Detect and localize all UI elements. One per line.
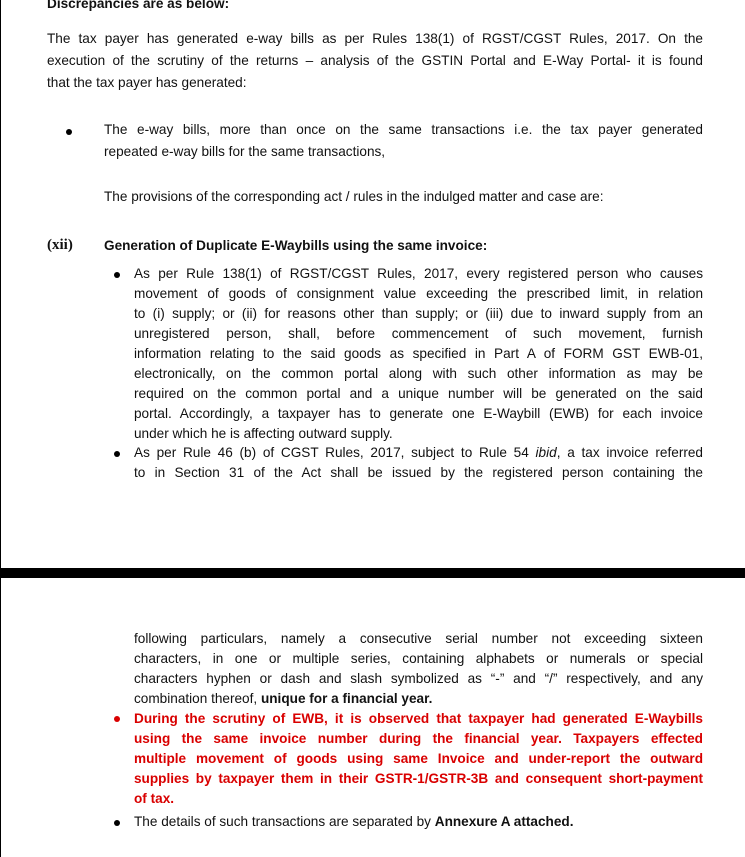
bullet-icon [114,716,120,722]
section-number: (xii) [47,237,73,253]
intro-line: execution of the scrutiny of the returns – analysis of the GSTIN Portal and E-Way Portal- it is found [47,53,703,68]
particulars-line: characters hyphen or dash and slash symbolized as “-” and “/” respectively, and any [134,671,703,686]
bullet-icon [114,820,120,826]
rule-138-line: under which he is affecting outward supply. [134,426,393,441]
bullet-text-line: repeated e-way bills for the same transactions, [104,144,386,159]
discrepancies-heading: Discrepancies are as below: [47,0,230,11]
observation-line: using the same invoice number during the financial year. Taxpayers effected [134,731,703,746]
intro-line: The tax payer has generated e-way bills as per Rules 138(1) of RGST/CGST Rules, 2017. On the [47,31,703,46]
unique-emphasis: unique for a financial year. [260,691,433,706]
ibid-text: ibid [535,445,557,460]
annexure-text: The details of such transactions are separated by [134,814,435,829]
rule-138-line: movement of goods of consignment value exceeding the prescribed limit, in relation [134,286,703,301]
particulars-line [134,689,432,709]
intro-line: that the tax payer has generated: [47,75,247,90]
observation-line: During the scrutiny of EWB, it is observed that taxpayer had generated E-Waybills [134,711,703,726]
rule-46-line [134,443,703,463]
rule-46-line: to in Section 31 of the Act shall be issued by the registered person containing the [134,465,703,480]
bullet-icon [66,129,72,135]
rule-138-line: portal. Accordingly, a taxpayer has to generate one E-Waybill (EWB) for each invoice [134,406,703,421]
rule-138-line: to (i) supply; or (ii) for reasons other than supply; or (iii) due to inward supply from an [134,306,703,321]
observation-line: multiple movement of goods using same Invoice and under-report the outward [134,751,703,766]
page-break-divider [0,568,745,578]
particulars-text: combination thereof, [134,691,261,706]
particulars-line: following particulars, namely a consecutive serial number not exceeding sixteen [134,631,703,646]
rule-46-text: As per Rule 46 (b) of CGST Rules, 2017, subject to Rule 54 [134,445,536,460]
annexure-emphasis: Annexure A attached. [434,814,574,829]
annexure-line [134,812,574,832]
provisions-text: The provisions of the corresponding act / rules in the indulged matter and case are: [104,189,604,204]
section-title: Generation of Duplicate E-Waybills using the same invoice: [104,238,488,253]
bullet-icon [114,451,120,457]
bullet-icon [114,272,120,278]
rule-138-line: As per Rule 138(1) of RGST/CGST Rules, 2017, every registered person who causes [134,266,703,281]
rule-46-text: , a tax invoice referred [556,445,703,460]
observation-line: supplies by taxpayer them in their GSTR-1/GSTR-3B and consequent short-payment [134,771,703,786]
page-left-border-top [0,0,1,568]
rule-138-line: electronically, on the common portal along with such other information as may be [134,366,703,381]
page-left-border-bottom [0,578,1,857]
rule-138-line: information relating to the said goods as specified in Part A of FORM GST EWB-01, [134,346,703,361]
rule-138-line: required on the common portal and a unique number will be generated on the said [134,386,703,401]
bullet-text-line: The e-way bills, more than once on the same transactions i.e. the tax payer generated [104,122,703,137]
rule-138-line: unregistered person, shall, before commencement of such movement, furnish [134,326,703,341]
observation-line: of tax. [134,791,175,806]
particulars-line: characters, in one or multiple series, containing alphabets or numerals or special [134,651,703,666]
